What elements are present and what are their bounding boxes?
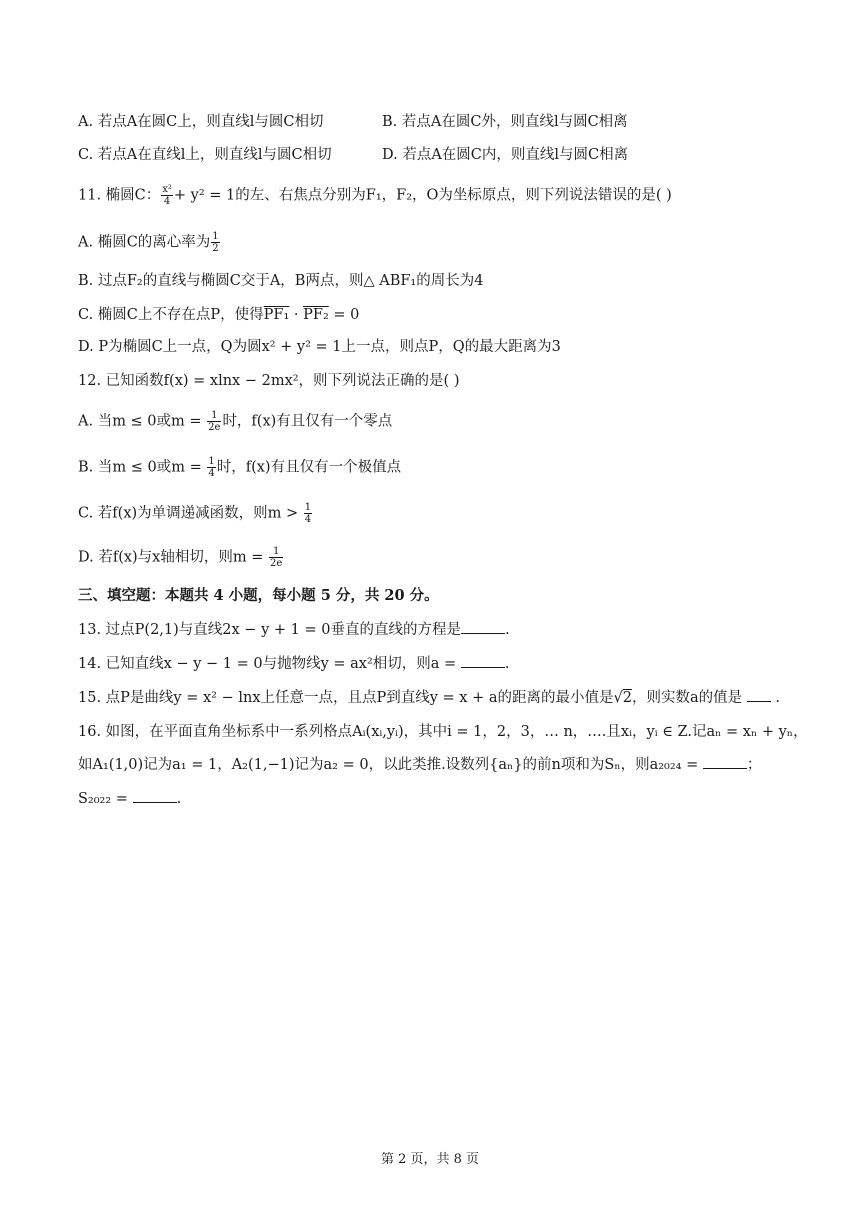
q11-stem-fraction [161, 184, 173, 207]
q10-option-b: B. 若点A在圆C外，则直线l与圆C相离 [382, 114, 628, 130]
q12-option-b [78, 456, 401, 479]
q11-option-c-pre: C. 椭圆C上不存在点P，使得 [78, 307, 264, 323]
q12-option-d-fraction [269, 546, 283, 569]
q12-d-frac-den: 2e [269, 558, 283, 569]
q15-answer-blank[interactable] [747, 689, 771, 702]
q11-option-d: D. P为椭圆C上一点，Q为圆x² + y² = 1上一点，则点P，Q的最大距离为3 [78, 339, 561, 355]
q11-stem-pre: 11. 椭圆C： [78, 187, 161, 204]
q12-option-a [78, 410, 392, 433]
q16-line3-text: S₂₀₂₂ = [78, 791, 133, 807]
q12-c-frac-den: 4 [304, 514, 312, 525]
q12-option-c-fraction [304, 502, 312, 525]
q11-stem-post: + y² = 1的左、右焦点分别为F₁，F₂，O为坐标原点，则下列说法错误的是( ) [173, 187, 672, 204]
q12-a-frac-den: 2e [208, 422, 221, 433]
q11-a-frac-num: 1 [212, 231, 219, 242]
q12-option-a-fraction [207, 410, 221, 433]
q12-option-b-fraction [207, 456, 215, 479]
page-footer: 第 2 页，共 8 页 [380, 1152, 480, 1167]
q12-stem: 12. 已知函数f(x) = xlnx − 2mx²，则下列说法正确的是( ) [78, 373, 460, 389]
q10-option-c: C. 若点A在直线l上，则直线l与圆C相切 [78, 147, 332, 163]
q11-stem-frac-den: 4 [163, 196, 171, 207]
q11-option-c-dot: · [289, 307, 304, 323]
q15-text: 15. 点P是曲线y = x² − lnx上任意一点，且点P到直线y = x + a的距离的最小值是√ [78, 690, 623, 706]
q15-sqrt-arg: 2 [622, 690, 632, 706]
q11-option-a-text: A. 椭圆C的离心率为 [78, 234, 211, 251]
q12-b-frac-den: 4 [208, 468, 215, 479]
q13 [78, 620, 510, 640]
q14-answer-blank[interactable] [461, 655, 505, 668]
q16-s2022-blank[interactable] [133, 790, 177, 803]
q11-option-b: B. 过点F₂的直线与椭圆C交于A，B两点，则△ ABF₁的周长为4 [78, 273, 484, 289]
q13-text: 13. 过点P(2,1)与直线2x − y + 1 = 0垂直的直线的方程是 [78, 622, 461, 638]
q12-option-d [78, 546, 284, 569]
q11-stem [78, 184, 672, 207]
q13-answer-blank[interactable] [461, 621, 505, 634]
q12-option-a-pre: A. 当m ≤ 0或m = [78, 413, 207, 430]
q15-mid: ，则实数a的值是 [631, 690, 747, 706]
q14-text: 14. 已知直线x − y − 1 = 0与抛物线y = ax²相切，则a = [78, 656, 461, 672]
q12-option-c [78, 502, 313, 525]
q16-line3-end: . [176, 791, 182, 807]
q16-line2-text: 如A₁(1,0)记为a₁ = 1，A₂(1,−1)记为a₂ = 0，以此类推.设数列{aₙ}的前n项和为Sₙ，则a₂₀₂₄ = [78, 757, 703, 773]
q12-option-b-pre: B. 当m ≤ 0或m = [78, 459, 207, 476]
q11-vector-pf2: PF₂ [303, 307, 329, 323]
q11-option-c [78, 305, 359, 325]
q14-end: . [504, 656, 510, 672]
q12-a-frac-num: 1 [207, 410, 221, 422]
q13-end: . [504, 622, 510, 638]
q12-d-frac-num: 1 [269, 546, 283, 558]
q12-option-a-post: 时，f(x)有且仅有一个零点 [222, 413, 393, 430]
q16-line2 [78, 755, 761, 775]
q12-c-frac-num: 1 [304, 502, 312, 513]
q11-option-a-fraction [211, 231, 219, 254]
q15 [78, 688, 780, 708]
q16-a2024-blank[interactable] [703, 756, 747, 769]
q14 [78, 654, 509, 674]
q11-a-frac-den: 2 [212, 243, 219, 254]
q16-line3 [78, 789, 181, 809]
q10-option-d: D. 若点A在圆C内，则直线l与圆C相离 [382, 147, 629, 163]
q10-option-a: A. 若点A在圆C上，则直线l与圆C相切 [78, 114, 324, 130]
q12-option-c-pre: C. 若f(x)为单调递减函数，则m > [78, 505, 303, 522]
q12-b-frac-num: 1 [208, 456, 215, 467]
q16-line1: 16. 如图，在平面直角坐标系中一系列格点Aᵢ(xᵢ,yᵢ)，其中i = 1，2，3，… n，….且xᵢ，yᵢ ∈ Z.记aₙ = xₙ + yₙ， [78, 724, 808, 740]
section-fill-in-header: 三、填空题：本题共 4 小题，每小题 5 分，共 20 分。 [78, 587, 439, 604]
q16-line2-end: ； [746, 757, 762, 773]
q11-option-a [78, 231, 221, 254]
q12-option-d-pre: D. 若f(x)与x轴相切，则m = [78, 549, 268, 566]
q11-stem-frac-num: x² [162, 184, 172, 195]
q12-option-b-post: 时，f(x)有且仅有一个极值点 [216, 459, 402, 476]
q11-option-c-post: = 0 [328, 307, 360, 323]
q15-end: . [770, 690, 780, 706]
q11-vector-pf1: PF₁ [263, 307, 290, 323]
